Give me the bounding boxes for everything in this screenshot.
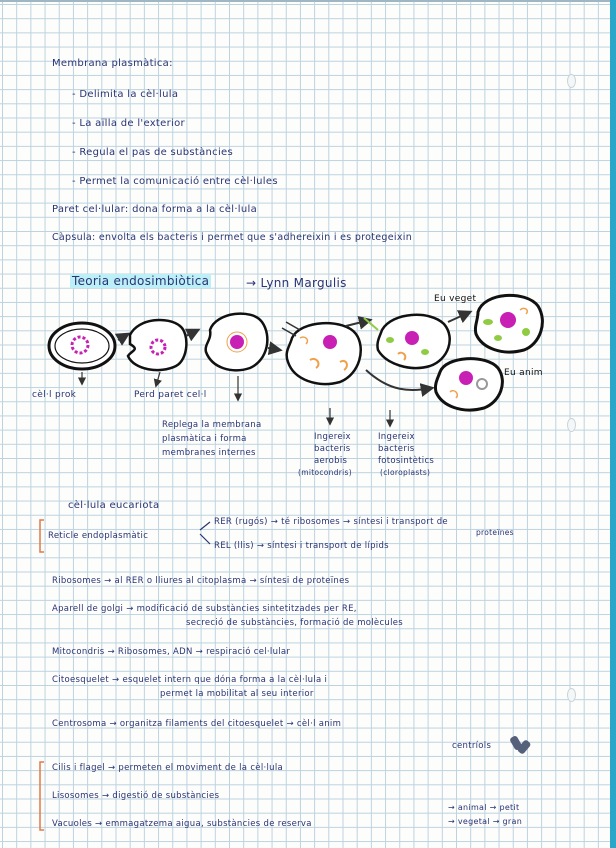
organelle-mitochondria: Mitocondris → Ribosomes, ADN → respiració cel·lular bbox=[52, 647, 291, 657]
membrane-heading: Membrana plasmàtica: bbox=[52, 58, 173, 69]
reticle-bracket bbox=[40, 520, 44, 552]
label-arrow bbox=[156, 372, 160, 386]
membrane-bullet: - La aïlla de l'exterior bbox=[72, 118, 185, 129]
chloroplast-entry bbox=[364, 318, 378, 330]
organelle-vacuoles: Vacuoles → emmagatzema aigua, substàncies de reserva bbox=[52, 819, 312, 829]
organelle-reticle: Reticle endoplasmàtic bbox=[48, 531, 149, 541]
theory-title-highlight: Teoria endosimbiòtica bbox=[72, 274, 210, 288]
arrow bbox=[186, 330, 198, 336]
label-photosynthetic: Ingereix bbox=[378, 432, 415, 442]
label-plant-cell: Eu veget bbox=[434, 294, 477, 304]
label-photosynthetic: (cloroplasts) bbox=[380, 468, 431, 477]
label-aerobic: Ingereix bbox=[314, 432, 351, 442]
organelle-ribosomes: Ribosomes → al RER o lliures al citoplasma → síntesi de proteïnes bbox=[52, 576, 350, 586]
vacuole-plant: → vegetal → gran bbox=[448, 817, 523, 826]
label-aerobic: bacteris bbox=[314, 444, 351, 454]
cell-lost-wall bbox=[128, 320, 186, 370]
cell-wall-note: Paret cel·lular: dona forma a la cèl·lula bbox=[52, 204, 258, 215]
animal-cell bbox=[435, 359, 502, 410]
arrow bbox=[366, 370, 432, 390]
theory-author: → Lynn Margulis bbox=[246, 276, 347, 290]
organelle-cilia: Cilis i flagel → permeten el moviment de la cèl·lula bbox=[52, 763, 284, 773]
label-aerobic: (mitocondris) bbox=[298, 468, 352, 477]
organelle-rer: RER (rugós) → té ribosomes → síntesi i transport de bbox=[214, 517, 448, 527]
cell-ingesting-photosynthetic-bacteria bbox=[377, 315, 449, 368]
organelle-cytoskeleton: permet la mobilitat al seu interior bbox=[160, 689, 314, 699]
organelle-rel: REL (llis) → síntesi i transport de lípids bbox=[214, 541, 389, 551]
vacuole-animal: → animal → petit bbox=[448, 803, 520, 812]
membrane-bullet: - Regula el pas de substàncies bbox=[72, 147, 233, 158]
organelle-centrioles: centríols bbox=[452, 741, 492, 751]
label-aerobic: aerobis bbox=[314, 456, 348, 466]
capsule-note: Càpsula: envolta els bacteris i permet que s'adhereixin i es protegeixin bbox=[52, 232, 413, 243]
label-prokaryote: cèl·l prok bbox=[32, 390, 77, 400]
organelle-cytoskeleton: Citoesquelet → esquelet intern que dóna forma a la cèl·lula i bbox=[52, 675, 328, 685]
organelle-lysosomes: Lisosomes → digestió de substàncies bbox=[52, 791, 220, 801]
arrow bbox=[118, 334, 128, 340]
organelle-rer-tail: proteïnes bbox=[476, 528, 514, 537]
membrane-bullet: - Permet la comunicació entre cèl·lules bbox=[72, 176, 278, 187]
label-wall-loss: Perd paret cel·l bbox=[134, 390, 207, 400]
lower-bracket bbox=[40, 762, 44, 830]
reticle-split bbox=[200, 522, 210, 544]
organelle-centrosome: Centrosoma → organitza filaments del citoesquelet → cèl·l anim bbox=[52, 719, 342, 729]
label-photosynthetic: bacteris bbox=[378, 444, 415, 454]
label-membrane-fold: Replega la membrana bbox=[162, 420, 262, 430]
cell-internal-membranes bbox=[206, 314, 268, 371]
organelle-golgi: secreció de substàncies, formació de molècules bbox=[186, 618, 404, 628]
arrow bbox=[268, 348, 280, 350]
eukaryote-heading: cèl·lula eucariota bbox=[68, 500, 160, 511]
label-membrane-fold: plasmàtica i forma bbox=[162, 434, 247, 444]
cell-ingesting-aerobic-bacteria bbox=[287, 323, 361, 384]
membrane-bullet: - Delimita la cèl·lula bbox=[72, 89, 179, 100]
centrioles-icon bbox=[509, 735, 532, 755]
label-membrane-fold: membranes internes bbox=[162, 448, 256, 458]
arrow bbox=[448, 312, 470, 322]
organelle-golgi: Aparell de golgi → modificació de substàncies sintetitzades per RE, bbox=[52, 604, 357, 614]
plant-cell bbox=[475, 295, 542, 352]
label-photosynthetic: fotosintètics bbox=[378, 456, 435, 466]
prokaryote-cell bbox=[49, 323, 115, 369]
label-animal-cell: Eu anim bbox=[504, 368, 543, 378]
